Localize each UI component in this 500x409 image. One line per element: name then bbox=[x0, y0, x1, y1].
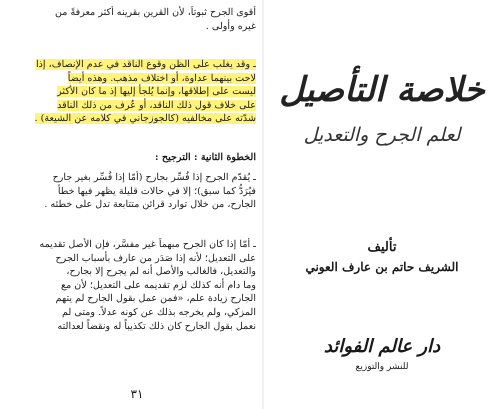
text-line: ـ يُقدّم الجرح إذا فُسِّر بجارح (أمّا إذا فُسِّر بغير جارح bbox=[52, 172, 256, 183]
author-label: تأليف bbox=[367, 240, 397, 255]
book-subtitle: لعلم الجرح والتعديل bbox=[303, 124, 461, 146]
paragraph-2 bbox=[8, 238, 256, 333]
publisher-subtitle: للنشر والتوزيع bbox=[355, 362, 409, 372]
text-line: غيره وأولى . bbox=[205, 20, 256, 32]
text-line: الجارح زيادة علم، «فمن عمل بقول الجارح لم يتهم bbox=[55, 293, 256, 305]
text-line: فيُرَدُّ كما سبق)؛ إلا في حالات قليلة يظهر فيها خطأ bbox=[57, 185, 256, 197]
intro-paragraph bbox=[8, 6, 256, 33]
highlighted-line: ليست على إطلاقها، وإنما يُلجأ إليها إذ ما كان الأكثر bbox=[57, 86, 256, 98]
highlighted-line: ـ وقد يغلب على الظن وقوع الناقد في عدم الإنصاف، إذا bbox=[35, 59, 256, 70]
step-heading: الخطوة الثانية : الترجيح : bbox=[155, 152, 256, 163]
text-line: ـ أمّا إذا كان الجرح مبهماً غير مفسَّر، فإن الأصل تقديمه bbox=[39, 239, 256, 250]
text-line: على التعديل؛ لأنه إذا صَدَر من عارف بأسباب الجرح bbox=[55, 252, 256, 264]
text-line: وما دام أنه كذلك لزم تقديمه على التعديل؛ لأن مع bbox=[61, 279, 256, 291]
highlighted-line: لاحت بينهما عداوة، أو اختلاف مذهب. وهذه أيضاً bbox=[67, 72, 256, 84]
book-title: خلاصة التأصيل bbox=[279, 70, 485, 110]
text-line: المزكي، ولم يخرجه بذلك عن كونه عدلاً. ومتى لم bbox=[62, 306, 256, 318]
publisher-logo: دار عالم الفوائد bbox=[323, 336, 441, 357]
page-number: ٣١ bbox=[130, 387, 144, 401]
title-page bbox=[264, 0, 500, 409]
text-line: أقوى الجرح ثبوتاً، لأن القرين بقرينه أكثر معرفةً من bbox=[55, 7, 256, 18]
author-name: الشريف حاتم بن عارف العوني bbox=[305, 260, 459, 274]
text-line: الجارح، من خلال توارد قرائن متتابعة تدل على خطئه . bbox=[44, 199, 256, 211]
highlighted-paragraph bbox=[8, 58, 256, 126]
text-line: نعمل بقول الجارح كان ذلك تكذيباً له ونقضاً لعدالته bbox=[57, 320, 256, 332]
highlighted-line: على خلاف قول ذلك الناقد، أو عُرف من ذلك الناقد bbox=[57, 99, 256, 111]
text-line: والتعديل، فالغالب والأصل أنه لم يجرح إلا بجارح، bbox=[66, 266, 256, 278]
paragraph-1 bbox=[8, 171, 256, 212]
highlighted-line: شدّته على مخالفيه (كالجوزجاني في كلامه عن الشيعة) . bbox=[34, 113, 256, 125]
